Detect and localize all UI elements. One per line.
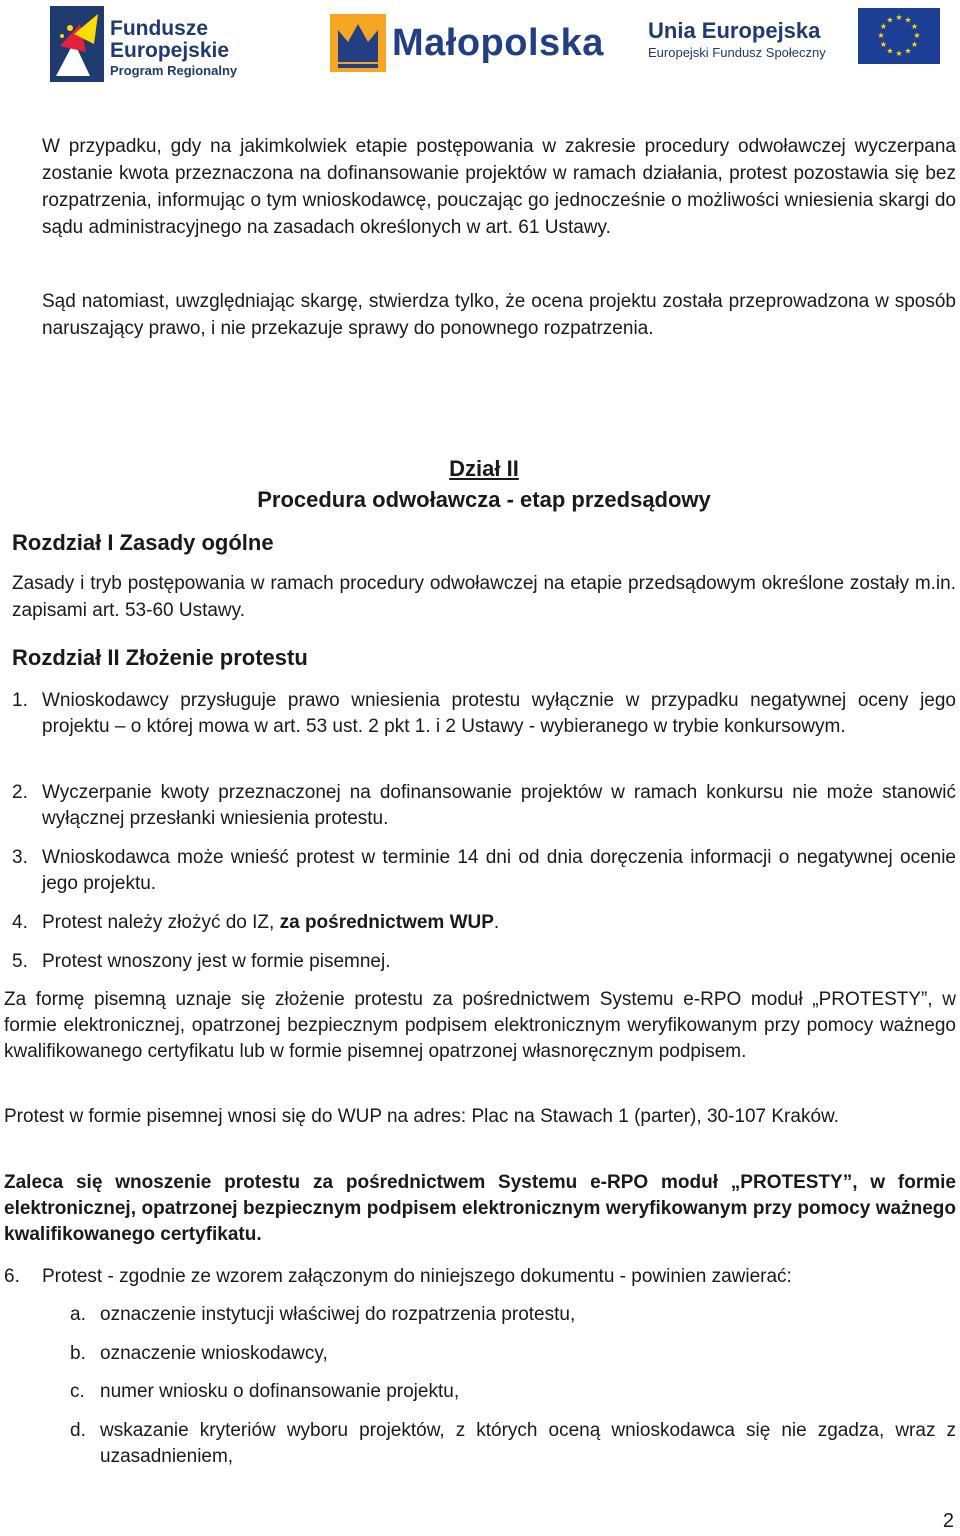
svg-text:★: ★ [910, 40, 919, 49]
paragraph-address [4, 1104, 956, 1130]
eu-flag-icon [858, 8, 940, 64]
malopolska-name: Małopolska [392, 22, 604, 64]
list-item [12, 949, 956, 977]
fundusze-europejskie-mark-icon [50, 6, 104, 82]
list-item-text [42, 910, 956, 936]
chapter-1-text [12, 570, 956, 624]
sub-list-item-letter: c. [70, 1381, 85, 1402]
svg-text:★: ★ [895, 13, 903, 22]
list-item-text: Wyczerpanie kwoty przeznaczonej na dofinansowanie projektów w ramach konkursu nie może stanowić wyłącznej przesłanki wniesienia protestu. [42, 782, 956, 829]
svg-text:★: ★ [910, 22, 919, 31]
paragraph-written-form [4, 987, 956, 1065]
svg-text:★: ★ [904, 46, 912, 56]
svg-text:★: ★ [879, 40, 888, 49]
fe-line1: Fundusze [110, 17, 208, 40]
list-item-text-part: Protest należy złożyć do IZ, [42, 912, 280, 933]
svg-text:★: ★ [877, 31, 885, 40]
unia-europejska-logo [648, 8, 940, 74]
chapter-1-heading: Rozdział I Zasady ogólne [12, 530, 274, 555]
sub-list-item-text: numer wniosku o dofinansowanie projektu, [100, 1381, 460, 1402]
fundusze-europejskie-logo [50, 6, 250, 82]
chapter-2-heading: Rozdział II Złożenie protestu [12, 645, 308, 670]
paragraph-text: Protest w formie pisemnej wnosi się do WUP na adres: Plac na Stawach 1 (parter), 30-107 Kraków. [4, 1106, 839, 1127]
sub-list-item-letter: b. [70, 1343, 86, 1364]
paragraph-text: W przypadku, gdy na jakimkolwiek etapie postępowania w zakresie procedury odwoławczej wyczerpana zostanie kwota przeznaczona na dofinansowanie projektów w ramach działania, protest pozostawia się bez rozpatrzenia, informując o tym wnioskodawcę, pouczając go jednocześnie o możliwości wniesienia skargi do sądu administracyjnego na zasadach określonych w art. 61 Ustawy. [42, 136, 956, 238]
paragraph-recommendation [4, 1170, 956, 1248]
paragraph-text: Za formę pisemną uznaje się złożenie protestu za pośrednictwem Systemu e-RPO moduł „PROTESTY”, w formie elektronicznej, opatrzonej bezpiecznym podpisem elektronicznym weryfikowanym przy pomocy ważnego kwalifikowanego certyfikatu lub w formie pisemnej opatrzonej własnoręcznym podpisem. [4, 989, 956, 1062]
malopolska-logo [330, 12, 604, 78]
fe-line2: Europejskie [110, 39, 230, 62]
malopolska-crown-icon [330, 14, 386, 72]
fe-line3: Program Regionalny [110, 63, 238, 78]
paragraph-court [42, 288, 956, 342]
sub-list-item-text: wskazanie kryteriów wyboru projektów, z których oceną wnioskodawca się nie zgadza, wraz z uzasadnieniem, [100, 1420, 956, 1467]
sub-list-item-letter: d. [70, 1420, 86, 1441]
eu-line2: Europejski Fundusz Społeczny [648, 45, 826, 60]
sub-list-item-text: oznaczenie wnioskodawcy, [100, 1343, 328, 1364]
list-item-number: 1. [12, 690, 28, 711]
sub-list-item [70, 1302, 956, 1330]
list-item [12, 780, 956, 834]
list-item-number: 5. [12, 951, 28, 972]
list-item-number: 6. [4, 1266, 20, 1287]
list-item [12, 910, 956, 938]
paragraph-text: Zaleca się wnoszenie protestu za pośrednictwem Systemu e-RPO moduł „PROTESTY”, w formie elektronicznej, opatrzonej bezpiecznym podpisem elektronicznym weryfikowanym przy pomocy ważnego kwalifikowanego certyfikatu. [4, 1172, 956, 1245]
page-number: 2 [942, 1510, 954, 1532]
section-subtitle: Procedura odwoławcza - etap przedsądowy [257, 487, 711, 512]
section-title: Dział II [449, 456, 519, 481]
sub-list-item [70, 1418, 956, 1472]
paragraph-exhausted-funds [42, 133, 956, 241]
list-item-text-bold: za pośrednictwem WUP [279, 912, 494, 933]
svg-text:★: ★ [904, 15, 912, 25]
list-item [4, 1264, 956, 1292]
svg-text:★: ★ [879, 22, 888, 31]
list-item [12, 845, 956, 899]
sub-list-item [70, 1379, 956, 1407]
paragraph-text: Sąd natomiast, uwzględniając skargę, stwierdza tylko, że ocena projektu została przeprowadzona w sposób naruszający prawo, i nie przekazuje sprawy do ponownego rozpatrzenia. [42, 291, 956, 339]
sub-list-item-letter: a. [70, 1304, 86, 1325]
eu-line1: Unia Europejska [648, 18, 821, 43]
list-item-text: Wnioskodawcy przysługuje prawo wniesienia protestu wyłącznie w przypadku negatywnej oceny jego projektu – o której mowa w art. 53 ust. 2 pkt 1. i 2 Ustawy - wybieranego w trybie konkursowym. [42, 690, 956, 737]
list-item-text: Wnioskodawca może wnieść protest w terminie 14 dni od dnia doręczenia informacji o negatywnej ocenie jego projektu. [42, 847, 956, 894]
svg-text:★: ★ [886, 46, 894, 56]
list-item-number: 2. [12, 782, 28, 803]
list-item-text: Protest - zgodnie ze wzorem załączonym do niniejszego dokumentu - powinien zawierać: [42, 1266, 792, 1287]
paragraph-text: Zasady i tryb postępowania w ramach procedury odwoławczej na etapie przedsądowym określone zostały m.in. zapisami art. 53-60 Ustawy. [12, 573, 956, 621]
svg-text:★: ★ [895, 49, 903, 58]
fundusze-europejskie-text [110, 18, 237, 79]
svg-text:★: ★ [913, 31, 921, 40]
list-item-number: 4. [12, 912, 28, 933]
eu-text [648, 18, 826, 62]
svg-text:★: ★ [886, 15, 894, 25]
sub-list-item-text: oznaczenie instytucji właściwej do rozpatrzenia protestu, [100, 1304, 576, 1325]
sub-list-item [70, 1341, 956, 1369]
list-item [12, 688, 956, 768]
list-item-text-part: . [493, 912, 500, 933]
list-item-number: 3. [12, 847, 28, 868]
header-logos [0, 0, 960, 90]
list-item-text: Protest wnoszony jest w formie pisemnej. [42, 951, 391, 972]
